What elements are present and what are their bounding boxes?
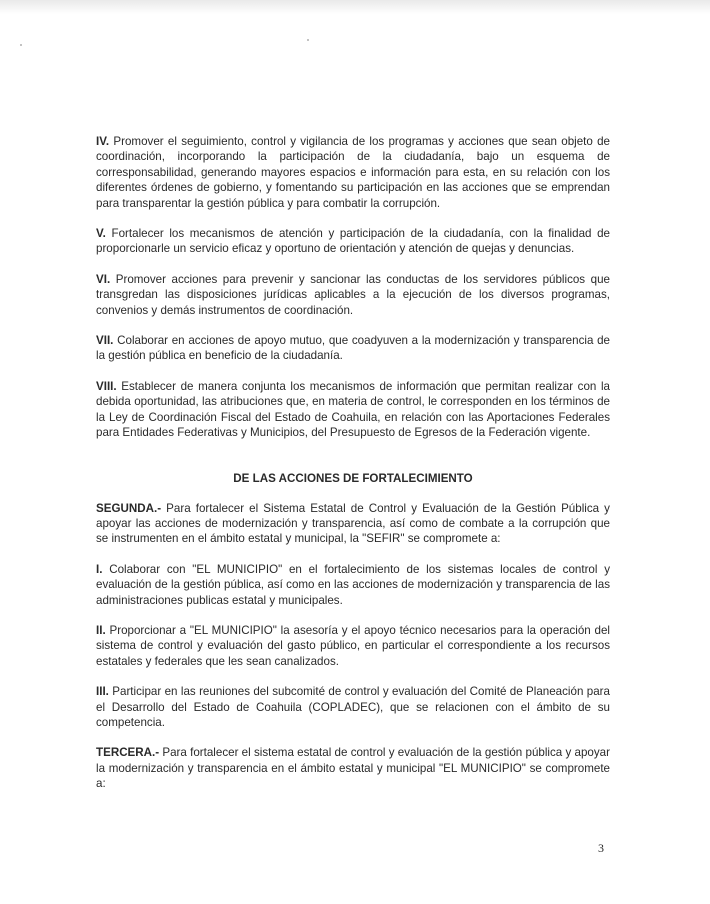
item-label: II. (96, 623, 106, 637)
section-label: V. (96, 227, 106, 241)
scan-speck (20, 44, 22, 46)
item-label: I. (96, 562, 103, 576)
section-vii (96, 333, 610, 364)
clause-text: Para fortalecer el sistema estatal de control y evaluación de la gestión pública y apoyar la modernización y transparencia en el ámbito estatal y municipal "EL MUNICIPIO" se compromete a: (96, 746, 610, 791)
section-text: Fortalecer los mecanismos de atención y participación de la ciudadanía, con la finalidad de proporcionarle un servicio eficaz y oportuno de orientación y atención de quejas y denuncias. (96, 227, 610, 256)
section-label: VI. (96, 272, 111, 286)
item-label: III. (96, 685, 109, 699)
document-page (96, 134, 610, 792)
section-heading: DE LAS ACCIONES DE FORTALECIMIENTO (233, 471, 473, 485)
scan-shadow (0, 0, 710, 14)
section-text: Promover acciones para prevenir y sancionar las conductas de los servidores públicos que transgredan las disposiciones jurídicas aplicables a la ejecución de los diversos programas, convenios y demás instrumentos de coordinación. (96, 272, 610, 317)
section-label: IV. (96, 135, 110, 148)
section-label: VII. (96, 334, 114, 348)
scan-speck (307, 39, 309, 41)
clause-tercera (96, 745, 610, 791)
clause-text: Para fortalecer el Sistema Estatal de Control y Evaluación de la Gestión Pública y apoyar las acciones de modernización y transparencia, así como de combate a la corrupción que se instrumenten en el ámbito estatal y municipal, la "SEFIR" se compromete a: (96, 501, 610, 546)
clause-label: TERCERA.- (96, 746, 160, 760)
clause-segunda (96, 501, 610, 547)
section-label: VIII. (96, 379, 117, 393)
clause-item-ii (96, 623, 610, 669)
clause-item-iii (96, 684, 610, 730)
item-text: Colaborar con "EL MUNICIPIO" en el fortalecimiento de los sistemas locales de control y evaluación de la gestión pública, así como en las acciones de modernización y transparencia de las administraciones publicas estatal y municipales. (96, 562, 610, 607)
section-iv (96, 134, 610, 211)
section-text: Establecer de manera conjunta los mecanismos de información que permitan realizar con la debida oportunidad, las atribuciones que, en materia de control, le corresponden en los términos de la Ley de Coordinación Fiscal del Estado de Coahuila, en relación con las Aportaciones Federales para Entidades Federativas y Municipios, del Presupuesto de Egresos de la Federación vigente. (96, 379, 610, 440)
clause-item-i (96, 562, 610, 608)
clause-label: SEGUNDA.- (96, 501, 162, 515)
section-v (96, 226, 610, 257)
section-viii (96, 379, 610, 441)
item-text: Proporcionar a "EL MUNICIPIO" la asesoría y el apoyo técnico necesarios para la operación del sistema de control y evaluación del gasto público, en particular el correspondiente a los recursos estatales y federales que les sean canalizados. (96, 623, 610, 668)
item-text: Participar en las reuniones del subcomité de control y evaluación del Comité de Planeación para el Desarrollo del Estado de Coahuila (COPLADEC), que se relacionen con el ámbito de su competencia. (96, 685, 610, 729)
section-vi (96, 272, 610, 318)
section-text: Promover el seguimiento, control y vigilancia de los programas y acciones que sean objeto de coordinación, incorporando la participación de la ciudadanía, bajo un esquema de corresponsabilidad, generando mayores espacios e información para esta, en su relación con los diferentes órdenes de gobierno, y fomentando su participación en las acciones que se emprendan para transparentar la gestión pública y para combatir la corrupción. (96, 135, 610, 210)
section-text: Colaborar en acciones de apoyo mutuo, que coadyuven a la modernización y transparencia de la gestión pública en beneficio de la ciudadanía. (96, 334, 610, 363)
page-number: 3 (598, 841, 604, 855)
